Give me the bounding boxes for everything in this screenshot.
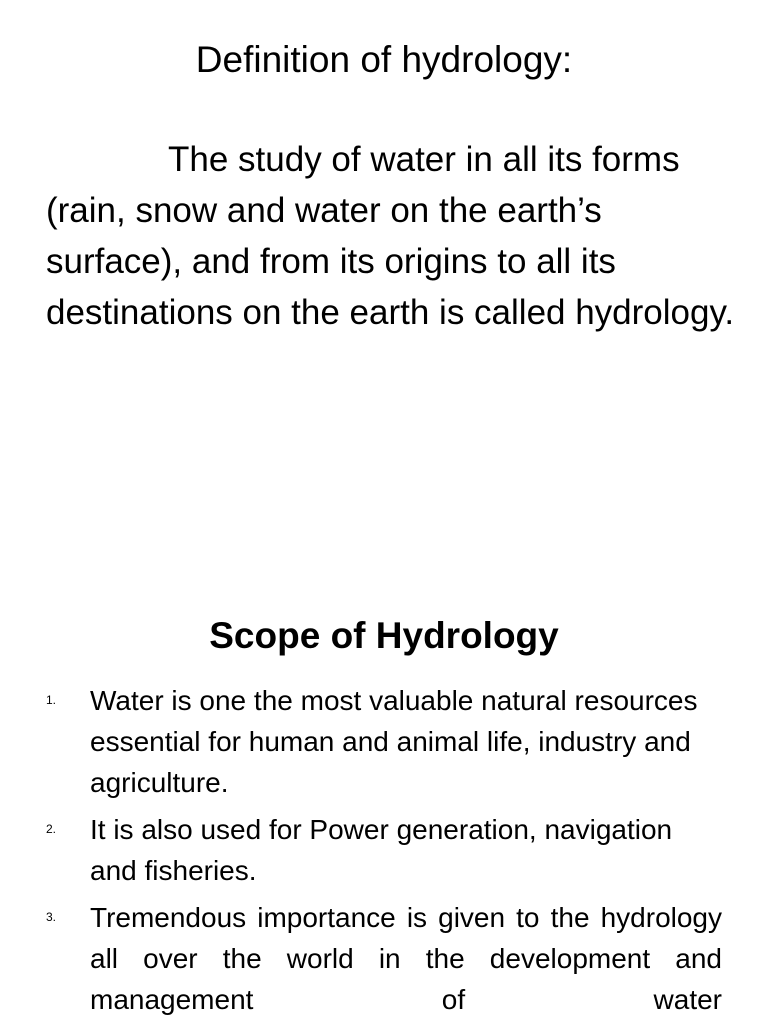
list-item xyxy=(0,897,768,1020)
list-number: 1. xyxy=(46,693,57,707)
slide-title: Scope of Hydrology xyxy=(209,615,559,656)
slide-title: Definition of hydrology: xyxy=(195,39,573,80)
list-item xyxy=(0,809,768,891)
slide-definition xyxy=(0,0,768,512)
list-text: Water is one the most valuable natural resources essential for human and animal life, industry and agriculture. xyxy=(90,685,698,798)
scope-list xyxy=(0,680,768,1026)
list-number: 3. xyxy=(46,910,57,924)
list-item xyxy=(0,680,768,803)
list-number: 2. xyxy=(46,822,57,836)
list-text: It is also used for Power generation, navigation and fisheries. xyxy=(90,814,673,886)
slide-scope xyxy=(0,512,768,1024)
definition-paragraph: The study of water in all its forms (rain, snow and water on the earth’s surface), and from its origins to all its destinations on the earth is called hydrology. xyxy=(46,140,735,332)
list-text: Tremendous importance is given to the hydrology all over the world in the development and management of water xyxy=(90,902,722,1015)
